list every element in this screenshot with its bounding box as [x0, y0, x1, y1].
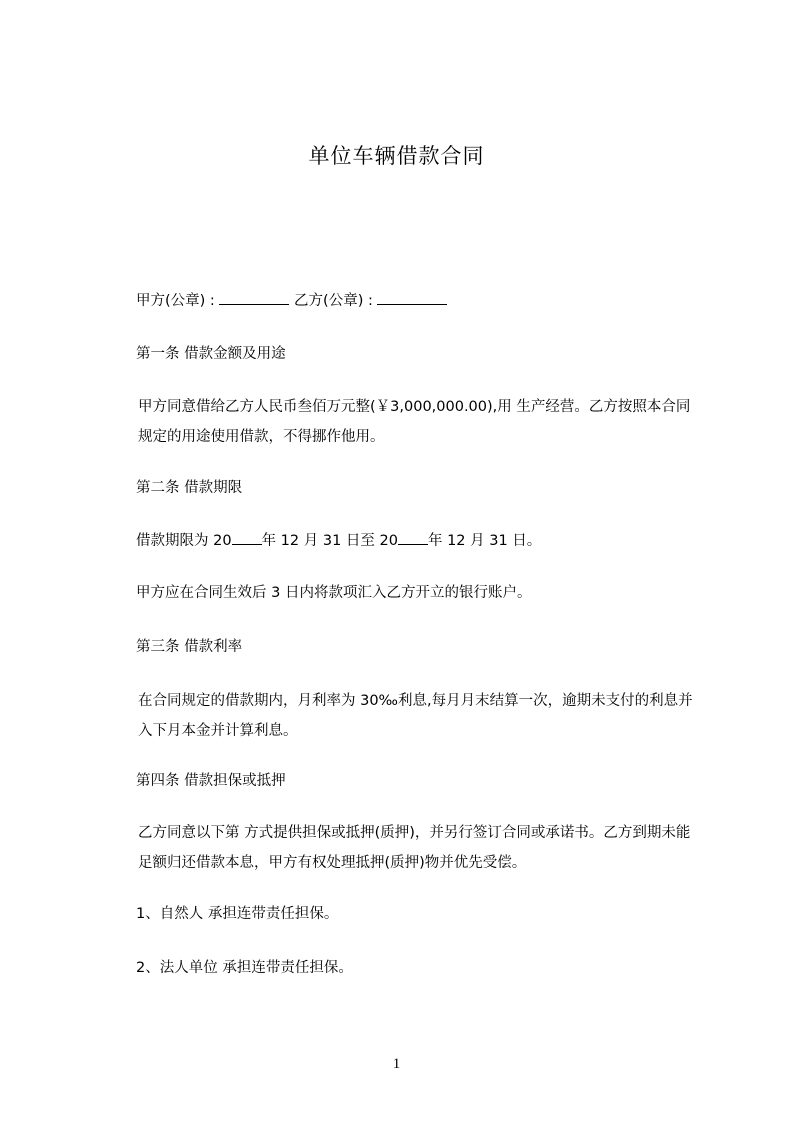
parties-line: [136, 288, 736, 314]
article-4-heading: 第四条 借款担保或抵押: [136, 773, 286, 789]
page-number: 1: [392, 1056, 401, 1072]
guarantee-option-1: 1、自然人 承担连带责任担保。: [136, 906, 339, 922]
party-b-label: 乙方(公章) :: [294, 293, 373, 309]
article-4-text: 乙方同意以下第 方式提供担保或抵押(质押)，并另行签订合同或承诺书。乙方到期未能足额归还借款本息，甲方有权处理抵押(质押)物并优先受偿。: [138, 825, 691, 871]
party-a-label: 甲方(公章) :: [136, 293, 215, 309]
article-4-body: [104, 818, 704, 878]
article-3-body: [104, 686, 704, 746]
party-b-blank: [377, 289, 447, 305]
article-2-heading: 第二条 借款期限: [136, 480, 243, 496]
article-1-body: [104, 392, 704, 452]
start-year-blank: [232, 529, 262, 545]
loan-period-line: [136, 528, 736, 554]
party-a-blank: [219, 289, 289, 305]
period-suffix: 年 12 月 31 日。: [427, 533, 542, 549]
period-prefix: 借款期限为 20: [136, 533, 232, 549]
guarantee-option-2: 2、法人单位 承担连带责任担保。: [136, 960, 353, 976]
article-3-text: 在合同规定的借款期内，月利率为 30‰利息,每月月末结算一次，逾期未支付的利息并入下月本金并计算利息。: [138, 693, 693, 739]
transfer-clause: 甲方应在合同生效后 3 日内将款项汇入乙方开立的银行账户。: [136, 585, 532, 601]
article-3-heading: 第三条 借款利率: [136, 639, 243, 655]
article-1-heading: 第一条 借款金额及用途: [136, 346, 286, 362]
end-year-blank: [398, 529, 428, 545]
document-title: 单位车辆借款合同: [308, 144, 485, 168]
period-middle: 年 12 月 31 日至 20: [261, 533, 398, 549]
article-1-text: 甲方同意借给乙方人民币叁佰万元整(￥3,000,000.00),用 生产经营。乙方按照本合同规定的用途使用借款，不得挪作他用。: [138, 399, 691, 445]
